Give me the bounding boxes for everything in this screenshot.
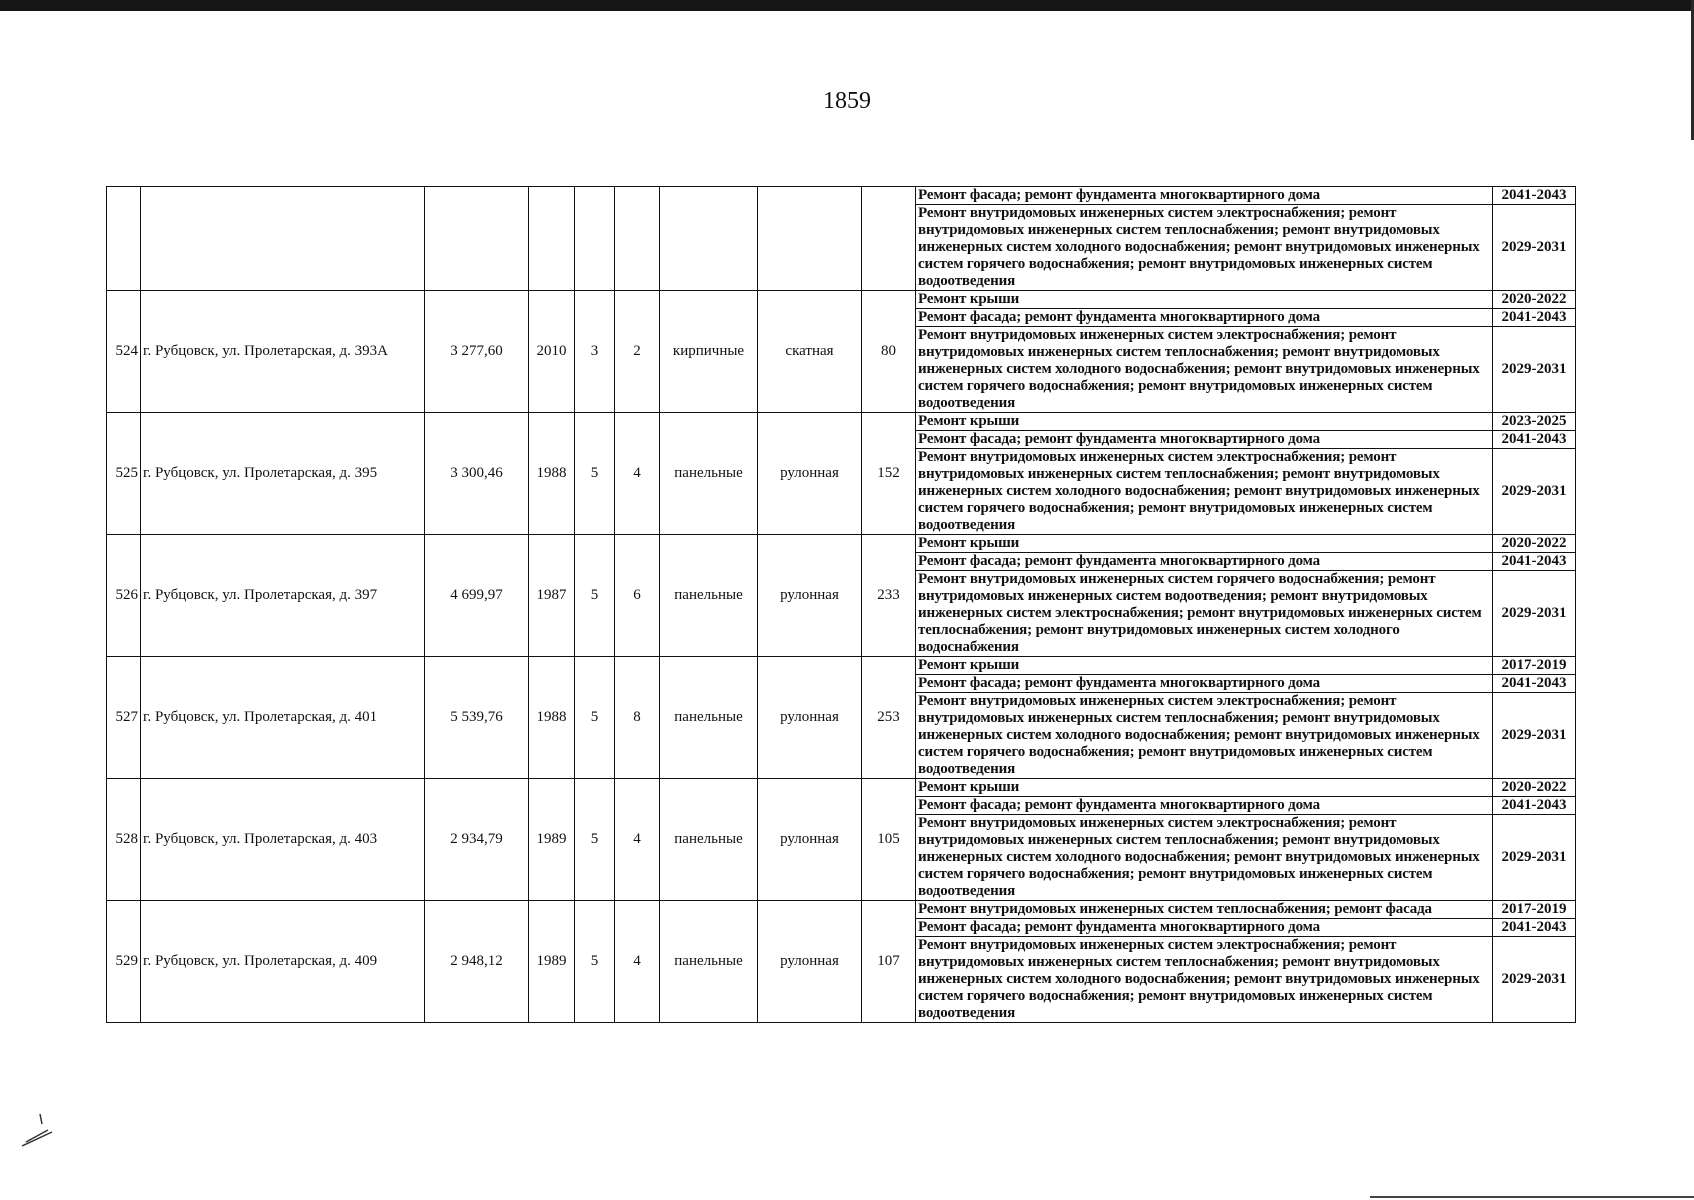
roof-type: рулонная: [758, 535, 862, 657]
page-number: 1859: [823, 88, 871, 114]
wall-material: панельные: [660, 779, 758, 901]
build-year: 1989: [529, 901, 575, 1023]
entrance-count: 4: [615, 901, 660, 1023]
roof-type: скатная: [758, 291, 862, 413]
total-area: 2 948,12: [425, 901, 529, 1023]
house-address: г. Рубцовск, ул. Пролетарская, д. 409: [141, 901, 425, 1023]
work-period: 2029-2031: [1493, 693, 1576, 779]
work-period: 2041-2043: [1493, 187, 1576, 205]
wall-material: панельные: [660, 901, 758, 1023]
build-year: [529, 187, 575, 291]
work-description: Ремонт крыши: [916, 413, 1493, 431]
roof-type: рулонная: [758, 901, 862, 1023]
roof-type: рулонная: [758, 413, 862, 535]
floor-count: 3: [575, 291, 615, 413]
work-description: Ремонт фасада; ремонт фундамента многоквартирного дома: [916, 797, 1493, 815]
house-address: г. Рубцовск, ул. Пролетарская, д. 397: [141, 535, 425, 657]
work-period: 2041-2043: [1493, 797, 1576, 815]
work-description: Ремонт крыши: [916, 535, 1493, 553]
table-row: [107, 413, 1576, 431]
build-year: 1989: [529, 779, 575, 901]
work-period: 2029-2031: [1493, 327, 1576, 413]
row-number: 524: [107, 291, 141, 413]
work-period: 2041-2043: [1493, 675, 1576, 693]
roof-type: [758, 187, 862, 291]
row-number: [107, 187, 141, 291]
work-period: 2029-2031: [1493, 449, 1576, 535]
house-repair-table: [106, 186, 1576, 1023]
work-description: Ремонт внутридомовых инженерных систем электроснабжения; ремонт внутридомовых инженерных систем теплоснабжения; ремонт внутридомовых инженерных систем холодного водоснабжения; ремонт внутридомовых инженерных систем горячего водоснабжения; ремонт внутридомовых инженерных систем водоотведения: [916, 693, 1493, 779]
wall-material: панельные: [660, 535, 758, 657]
house-address: г. Рубцовск, ул. Пролетарская, д. 395: [141, 413, 425, 535]
work-period: 2041-2043: [1493, 553, 1576, 571]
entrance-count: [615, 187, 660, 291]
floor-count: 5: [575, 657, 615, 779]
table-row: [107, 291, 1576, 309]
wall-material: панельные: [660, 657, 758, 779]
work-period: 2041-2043: [1493, 309, 1576, 327]
resident-count: 152: [862, 413, 916, 535]
work-period: 2017-2019: [1493, 657, 1576, 675]
floor-count: 5: [575, 413, 615, 535]
entrance-count: 4: [615, 413, 660, 535]
work-description: Ремонт фасада; ремонт фундамента многоквартирного дома: [916, 431, 1493, 449]
house-address: г. Рубцовск, ул. Пролетарская, д. 401: [141, 657, 425, 779]
entrance-count: 4: [615, 779, 660, 901]
wall-material: [660, 187, 758, 291]
work-period: 2041-2043: [1493, 919, 1576, 937]
total-area: 5 539,76: [425, 657, 529, 779]
entrance-count: 6: [615, 535, 660, 657]
work-period: 2020-2022: [1493, 535, 1576, 553]
work-description: Ремонт крыши: [916, 291, 1493, 309]
work-period: 2020-2022: [1493, 291, 1576, 309]
work-period: 2029-2031: [1493, 815, 1576, 901]
entrance-count: 8: [615, 657, 660, 779]
work-period: 2017-2019: [1493, 901, 1576, 919]
scan-top-border: [0, 0, 1694, 11]
work-period: 2023-2025: [1493, 413, 1576, 431]
total-area: [425, 187, 529, 291]
house-address: г. Рубцовск, ул. Пролетарская, д. 393А: [141, 291, 425, 413]
roof-type: рулонная: [758, 779, 862, 901]
row-number: 529: [107, 901, 141, 1023]
work-period: 2029-2031: [1493, 205, 1576, 291]
table-row: [107, 779, 1576, 797]
total-area: 3 277,60: [425, 291, 529, 413]
table-row: [107, 535, 1576, 553]
floor-count: [575, 187, 615, 291]
wall-material: кирпичные: [660, 291, 758, 413]
build-year: 1988: [529, 657, 575, 779]
work-description: Ремонт внутридомовых инженерных систем электроснабжения; ремонт внутридомовых инженерных систем теплоснабжения; ремонт внутридомовых инженерных систем холодного водоснабжения; ремонт внутридомовых инженерных систем горячего водоснабжения; ремонт внутридомовых инженерных систем водоотведения: [916, 449, 1493, 535]
work-description: Ремонт внутридомовых инженерных систем теплоснабжения; ремонт фасада: [916, 901, 1493, 919]
work-description: Ремонт внутридомовых инженерных систем электроснабжения; ремонт внутридомовых инженерных систем теплоснабжения; ремонт внутридомовых инженерных систем холодного водоснабжения; ремонт внутридомовых инженерных систем горячего водоснабжения; ремонт внутридомовых инженерных систем водоотведения: [916, 327, 1493, 413]
work-description: Ремонт крыши: [916, 657, 1493, 675]
work-description: Ремонт фасада; ремонт фундамента многоквартирного дома: [916, 919, 1493, 937]
table-row: [107, 657, 1576, 675]
resident-count: 105: [862, 779, 916, 901]
entrance-count: 2: [615, 291, 660, 413]
work-description: Ремонт внутридомовых инженерных систем электроснабжения; ремонт внутридомовых инженерных систем теплоснабжения; ремонт внутридомовых инженерных систем холодного водоснабжения; ремонт внутридомовых инженерных систем горячего водоснабжения; ремонт внутридомовых инженерных систем водоотведения: [916, 937, 1493, 1023]
resident-count: 107: [862, 901, 916, 1023]
build-year: 2010: [529, 291, 575, 413]
wall-material: панельные: [660, 413, 758, 535]
work-period: 2029-2031: [1493, 937, 1576, 1023]
work-description: Ремонт фасада; ремонт фундамента многоквартирного дома: [916, 675, 1493, 693]
work-description: Ремонт внутридомовых инженерных систем горячего водоснабжения; ремонт внутридомовых инженерных систем водоотведения; ремонт внутридомовых инженерных систем электроснабжения; ремонт внутридомовых инженерных систем теплоснабжения; ремонт внутридомовых инженерных систем холодного водоснабжения: [916, 571, 1493, 657]
floor-count: 5: [575, 901, 615, 1023]
build-year: 1987: [529, 535, 575, 657]
scan-bottom-line: [1370, 1196, 1694, 1198]
work-description: Ремонт внутридомовых инженерных систем электроснабжения; ремонт внутридомовых инженерных систем теплоснабжения; ремонт внутридомовых инженерных систем холодного водоснабжения; ремонт внутридомовых инженерных систем горячего водоснабжения; ремонт внутридомовых инженерных систем водоотведения: [916, 815, 1493, 901]
house-address: [141, 187, 425, 291]
work-period: 2041-2043: [1493, 431, 1576, 449]
row-number: 527: [107, 657, 141, 779]
work-description: Ремонт внутридомовых инженерных систем электроснабжения; ремонт внутридомовых инженерных систем теплоснабжения; ремонт внутридомовых инженерных систем холодного водоснабжения; ремонт внутридомовых инженерных систем горячего водоснабжения; ремонт внутридомовых инженерных систем водоотведения: [916, 205, 1493, 291]
work-period: 2020-2022: [1493, 779, 1576, 797]
scan-mark-icon: [18, 1112, 58, 1152]
resident-count: 80: [862, 291, 916, 413]
table-row: [107, 901, 1576, 919]
row-number: 525: [107, 413, 141, 535]
total-area: 4 699,97: [425, 535, 529, 657]
table-row: [107, 187, 1576, 205]
resident-count: 233: [862, 535, 916, 657]
house-address: г. Рубцовск, ул. Пролетарская, д. 403: [141, 779, 425, 901]
work-description: Ремонт фасада; ремонт фундамента многоквартирного дома: [916, 187, 1493, 205]
floor-count: 5: [575, 779, 615, 901]
row-number: 526: [107, 535, 141, 657]
work-description: Ремонт фасада; ремонт фундамента многоквартирного дома: [916, 309, 1493, 327]
roof-type: рулонная: [758, 657, 862, 779]
work-description: Ремонт крыши: [916, 779, 1493, 797]
resident-count: 253: [862, 657, 916, 779]
work-period: 2029-2031: [1493, 571, 1576, 657]
resident-count: [862, 187, 916, 291]
build-year: 1988: [529, 413, 575, 535]
work-description: Ремонт фасада; ремонт фундамента многоквартирного дома: [916, 553, 1493, 571]
row-number: 528: [107, 779, 141, 901]
floor-count: 5: [575, 535, 615, 657]
total-area: 2 934,79: [425, 779, 529, 901]
total-area: 3 300,46: [425, 413, 529, 535]
